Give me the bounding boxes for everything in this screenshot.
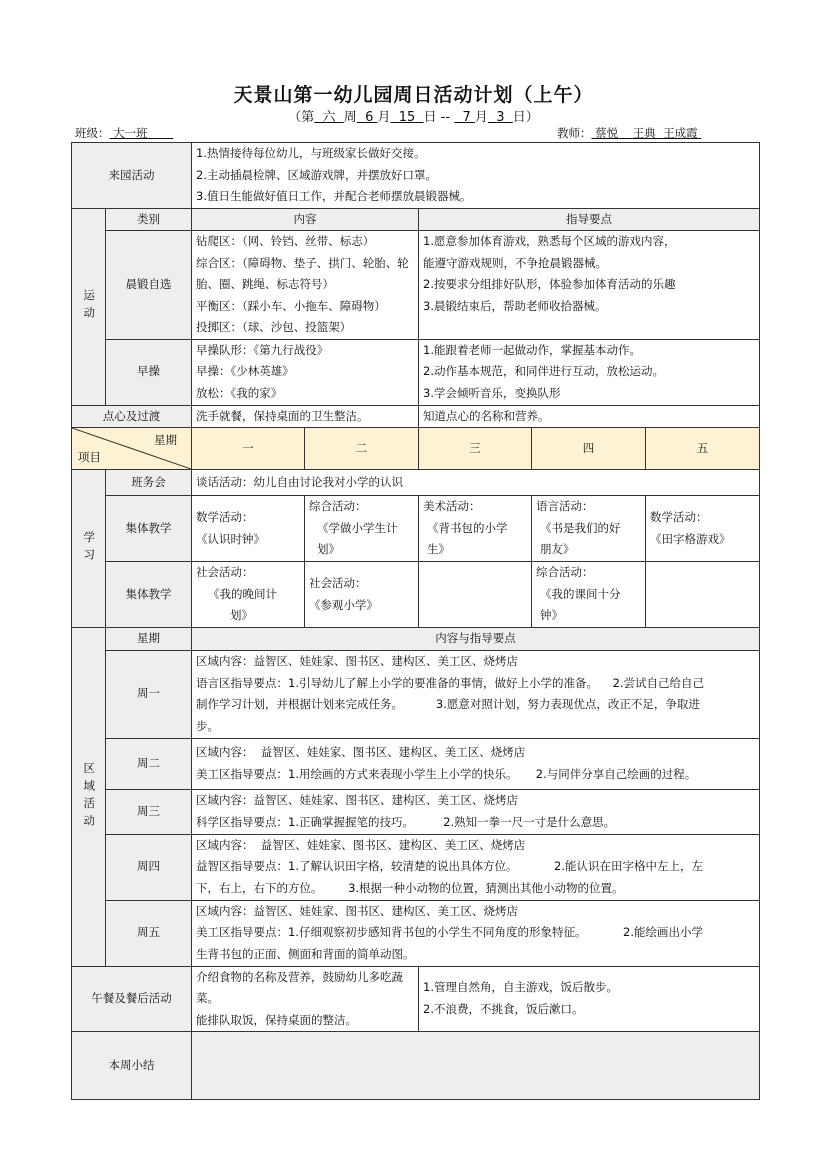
area-col-content: 内容与指导要点: [192, 628, 760, 651]
group-teaching-label-2: 集体教学: [106, 562, 192, 628]
area-day-label: 周一: [106, 650, 192, 738]
class-meeting-content: 谈话活动：幼儿自由讨论我对小学的认识: [192, 470, 760, 496]
group-teaching-cell: 社会活动： 《我的晚间计 划》: [192, 562, 305, 628]
study-label: 学习: [72, 470, 106, 628]
morning-drill-label: 早操: [106, 339, 192, 405]
group-teaching-label-1: 集体教学: [106, 496, 192, 562]
snack-points: 知道点心的名称和营养。: [419, 405, 760, 428]
item-corner-label: 项目: [78, 449, 101, 464]
week-range: （第 六 周 6 月 15 日 -- 7 月 3 日）: [288, 110, 539, 125]
class-meeting-label: 班务会: [106, 470, 192, 496]
group-teaching-cell: 数学活动： 《田字格游戏》: [646, 496, 760, 562]
lunch-label: 午餐及餐后活动: [72, 966, 192, 1032]
area-label: 区域活动: [72, 628, 106, 967]
arrival-content: 1.热情接待每位幼儿，与班级家长做好交接。 2.主动插晨检牌、区域游戏牌，并摆放好口罩。 3.值日生能做好值日工作，并配合老师摆放晨锻器械。: [192, 143, 760, 209]
morning-exercise-content: 钻爬区：（网、铃铛、丝带、标志） 综合区：（障碍物、垫子、拱门、轮胎、轮 胎、圈、跳绳、标志符号） 平衡区：（踩小车、小拖车、障碍物） 投掷区：（球、沙包、投篮架）: [192, 231, 419, 340]
area-day-content: 区域内容： 益智区、娃娃家、图书区、建构区、美工区、烧烤店 益智区指导要点：1.了解认识田字格，较清楚的说出具体方位。 2.能认识在田字格中左上，左 下，右上，右下的方位。 3.根据一种小动物的位置，猜测出其他小动物的位置。: [192, 834, 760, 900]
sport-label: 运动: [72, 208, 106, 405]
group-teaching-cell: 数学活动： 《认识时钟》: [192, 496, 305, 562]
group-teaching-cell: 综合活动： 《我的课间十分 钟》: [532, 562, 646, 628]
day-tuesday: 二: [305, 428, 419, 470]
area-day-content: 区域内容：益智区、娃娃家、图书区、建构区、美工区、烧烤店 科学区指导要点：1.正确掌握握笔的技巧。 2.熟知一拳一尺一寸是什么意思。: [192, 789, 760, 834]
group-teaching-cell-empty: [419, 562, 532, 628]
day-thursday: 四: [532, 428, 646, 470]
area-day-label: 周二: [106, 738, 192, 789]
page-title: 天景山第一幼儿园周日活动计划（上午）: [233, 84, 594, 106]
lunch-content: 介绍食物的名称及营养，鼓励幼儿多吃蔬菜。 能排队取饭，保持桌面的整洁。: [192, 966, 419, 1032]
class-info: 班级： 大一班: [75, 126, 148, 140]
activity-plan-table: [71, 142, 760, 1100]
area-day-label: 周五: [106, 900, 192, 966]
snack-label: 点心及过渡: [72, 405, 192, 428]
area-col-weekday: 星期: [106, 628, 192, 651]
sport-col-content: 内容: [192, 208, 419, 231]
snack-content: 洗手就餐，保持桌面的卫生整洁。: [192, 405, 419, 428]
summary-content: [192, 1032, 760, 1100]
morning-exercise-points: 1.愿意参加体育游戏，熟悉每个区域的游戏内容， 能遵守游戏规则，不争抢晨锻器械。 2.按要求分组排好队形，体验参加体育活动的乐趣 3.晨锻结束后，帮助老师收拾器械。: [419, 231, 760, 340]
day-friday: 五: [646, 428, 760, 470]
group-teaching-cell: 社会活动： 《参观小学》: [305, 562, 419, 628]
sport-col-category: 类别: [106, 208, 192, 231]
day-wednesday: 三: [419, 428, 532, 470]
weekday-corner-label: 星期: [154, 433, 177, 447]
area-day-label: 周三: [106, 789, 192, 834]
arrival-label: 来园活动: [72, 143, 192, 209]
area-day-label: 周四: [106, 834, 192, 900]
area-day-content: 区域内容： 益智区、娃娃家、图书区、建构区、美工区、烧烤店 美工区指导要点：1.用绘画的方式来表现小学生上小学的快乐。 2.与同伴分享自己绘画的过程。: [192, 738, 760, 789]
lunch-points: 1.管理自然角，自主游戏，饭后散步。 2.不浪费，不挑食，饭后漱口。: [419, 966, 760, 1032]
area-day-content: 区域内容：益智区、娃娃家、图书区、建构区、美工区、烧烤店 语言区指导要点：1.引导幼儿了解上小学的要准备的事情，做好上小学的准备。 2.尝试自己给自己 制作学习计划，并根据计划来完成任务。 3.愿意对照计划，努力表现优点，改正不足，争取进 步。: [192, 650, 760, 738]
sport-col-points: 指导要点: [419, 208, 760, 231]
area-day-content: 区域内容：益智区、娃娃家、图书区、建构区、美工区、烧烤店 美工区指导要点：1.仔细观察初步感知背书包的小学生不同角度的形象特征。 2.能绘画出小学 生背书包的正面、侧面和背面的简单动图。: [192, 900, 760, 966]
day-item-header: [72, 428, 192, 470]
group-teaching-cell: 语言活动： 《书是我们的好 朋友》: [532, 496, 646, 562]
teacher-info: 教师： 蔡悦 王典 王成霞: [557, 126, 698, 140]
summary-label: 本周小结: [72, 1032, 192, 1100]
group-teaching-cell: 综合活动： 《学做小学生计 划》: [305, 496, 419, 562]
morning-exercise-label: 晨锻自选: [106, 231, 192, 340]
morning-drill-content: 早操队形：《第九行战役》 早操：《少林英雄》 放松：《我的家》: [192, 339, 419, 405]
morning-drill-points: 1.能跟着老师一起做动作，掌握基本动作。 2.动作基本规范，和同伴进行互动，放松运动。 3.学会倾听音乐，变换队形: [419, 339, 760, 405]
group-teaching-cell: 美术活动： 《背书包的小学 生》: [419, 496, 532, 562]
group-teaching-cell-empty: [646, 562, 760, 628]
day-monday: 一: [192, 428, 305, 470]
